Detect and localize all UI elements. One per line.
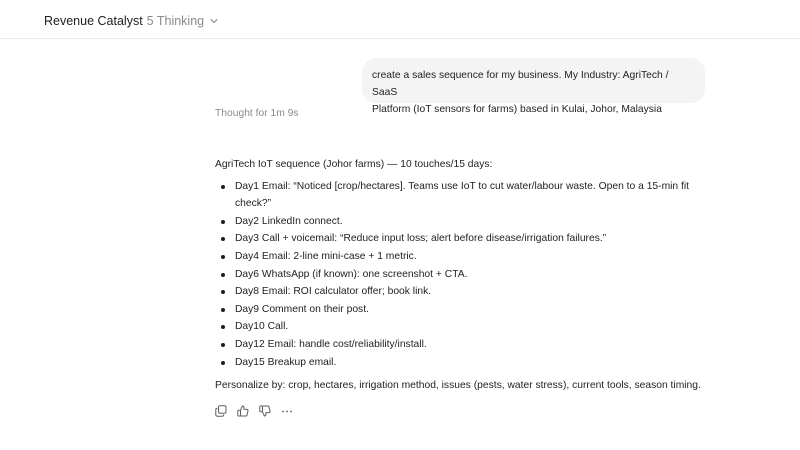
user-message-line: create a sales sequence for my business. My Industry: AgriTech / SaaS: [372, 70, 669, 98]
copy-button[interactable]: [214, 404, 227, 417]
sequence-list: [215, 178, 715, 372]
more-icon: [281, 405, 293, 417]
thumbs-up-button[interactable]: [236, 404, 249, 417]
message-actions: [214, 404, 293, 417]
thumbs-down-button[interactable]: [258, 404, 271, 417]
thumbs-up-icon: [237, 405, 249, 417]
list-item: Day1 Email: “Noticed [crop/hectares]. Teams use IoT to cut water/labour waste. Open to a 15-min fit check?”: [215, 178, 715, 213]
list-item: Day10 Call.: [215, 318, 715, 336]
list-item: Day15 Breakup email.: [215, 354, 715, 372]
thought-duration-toggle[interactable]: Thought for 1m 9s: [215, 108, 299, 119]
top-bar: [0, 0, 800, 39]
list-item: Day8 Email: ROI calculator offer; book link.: [215, 283, 715, 301]
personalize-note: Personalize by: crop, hectares, irrigation method, issues (pests, water stress), current tools, season timing.: [215, 380, 701, 392]
list-item: Day4 Email: 2-line mini-case + 1 metric.: [215, 248, 715, 266]
user-message-bubble: [362, 58, 705, 115]
list-item: Day9 Comment on their post.: [215, 301, 715, 319]
copy-icon: [215, 405, 227, 417]
thumbs-down-icon: [259, 405, 271, 417]
assistant-response: [215, 156, 715, 395]
model-mode: 5 Thinking: [146, 14, 205, 28]
chevron-down-icon: [209, 16, 219, 26]
user-message-line: Platform (IoT sensors for farms) based in Kulai, Johor, Malaysia: [372, 104, 662, 115]
list-item: Day6 WhatsApp (if known): one screenshot + CTA.: [215, 266, 715, 284]
model-selector[interactable]: [44, 14, 219, 28]
list-item: Day12 Email: handle cost/reliability/install.: [215, 336, 715, 354]
more-options-button[interactable]: [280, 404, 293, 417]
response-intro: AgriTech IoT sequence (Johor farms) — 10 touches/15 days:: [215, 159, 493, 170]
model-name: Revenue Catalyst: [44, 14, 143, 28]
list-item: Day3 Call + voicemail: “Reduce input loss; alert before disease/irrigation failures.”: [215, 230, 715, 248]
list-item: Day2 LinkedIn connect.: [215, 213, 715, 231]
